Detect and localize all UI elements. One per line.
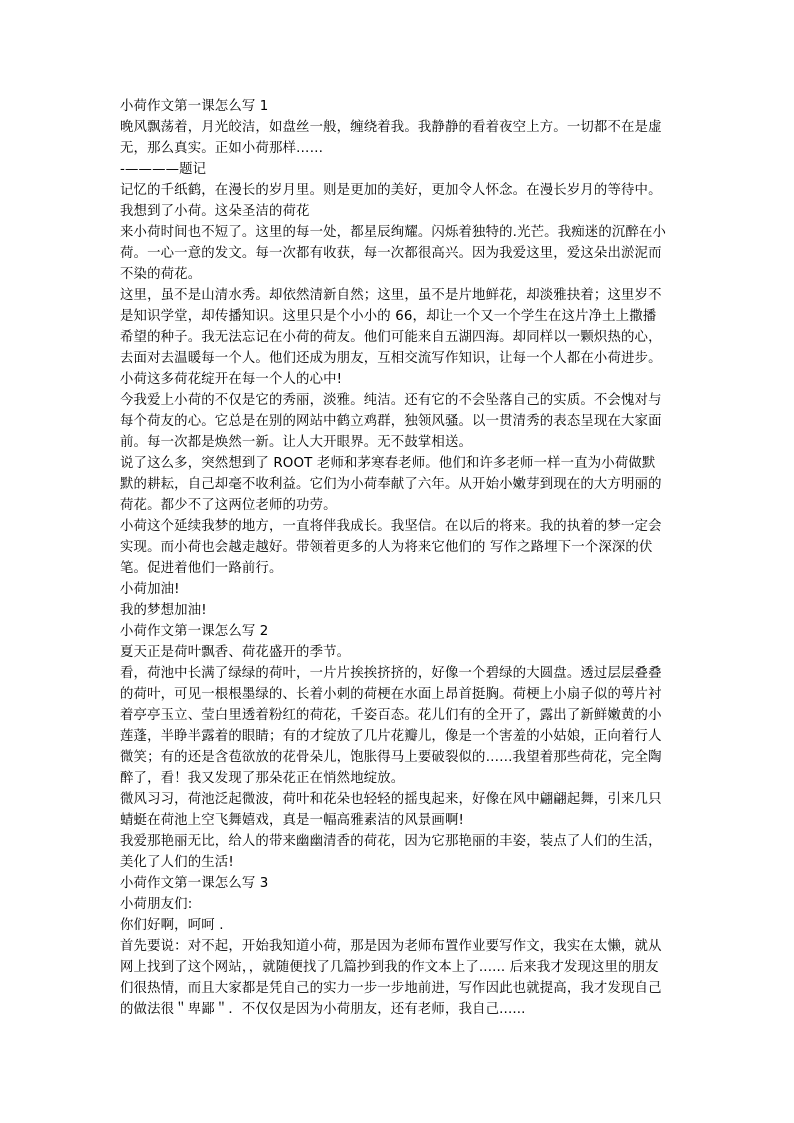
text-line: 我的梦想加油! xyxy=(120,603,207,618)
text-line: 着亭亭玉立、莹白里透着粉红的荷花，千姿百态。花儿们有的全开了，露出了新鲜嫩黄的小 xyxy=(120,708,662,723)
text-line: 荷。一心一意的发文。每一次都有收获，每一次都很高兴。因为我爱这里，爱这朵出淤泥而 xyxy=(120,246,662,261)
text-line: 网上找到了这个网站，，就随便找了几篇抄到我的作文本上了...... 后来我才发现这里的朋友 xyxy=(120,960,659,975)
text-line: 不染的荷花。 xyxy=(120,267,202,282)
text-line: 记忆的千纸鹤，在漫长的岁月里。则是更加的美好，更加令人怀念。在漫长岁月的等待中。 xyxy=(120,183,662,198)
text-line: 我爱那艳丽无比，给人的带来幽幽清香的荷花，因为它那艳丽的丰姿，装点了人们的生活， xyxy=(120,834,662,849)
section-title: 小荷作文第一课怎么写 3 xyxy=(120,876,269,891)
text-line: 的做法很＂卑鄙＂．不仅仅是因为小荷朋友，还有老师，我自己...... xyxy=(120,1002,526,1017)
section-title: 小荷作文第一课怎么写 1 xyxy=(120,99,269,114)
text-line: 去面对去温暖每一个人。他们还成为朋友，互相交流写作知识，让每一个人都在小荷进步。 xyxy=(120,351,662,366)
text-line: 希望的种子。我无法忘记在小荷的荷友。他们可能来自五湖四海。却同样以一颗炽热的心， xyxy=(120,330,662,345)
text-line: 蜻蜓在荷池上空飞舞嬉戏，真是一幅高雅素洁的风景画啊! xyxy=(120,813,465,828)
text-line: 微风习习，荷池泛起微波，荷叶和花朵也轻轻的摇曳起来，好像在风中翩翩起舞，引来几只 xyxy=(120,792,662,807)
text-line: 美化了人们的生活! xyxy=(120,855,234,870)
text-line: 小荷朋友们: xyxy=(120,897,193,912)
text-line: 小荷这多荷花绽开在每一个人的心中! xyxy=(120,372,343,387)
text-line: 晚风飘荡着，月光皎洁，如盘丝一般，缠绕着我。我静静的看着夜空上方。一切都不在是虚 xyxy=(120,120,662,135)
text-line: 夏天正是荷叶飘香、荷花盛开的季节。 xyxy=(120,645,351,660)
text-line: 这里，虽不是山清水秀。却依然清新自然；这里，虽不是片地鲜花，却淡雅抉着；这里岁不 xyxy=(120,288,662,303)
text-line: 前。每一次都是焕然一新。让人大开眼界。无不鼓掌相送。 xyxy=(120,435,473,450)
text-line: 无，那么真实。正如小荷那样…… xyxy=(120,141,324,156)
text-line: 荷花。都少不了这两位老师的功劳。 xyxy=(120,498,337,513)
text-line: 来小荷时间也不短了。这里的每一处，都星辰绚耀。闪烁着独特的.光芒。我痴迷的沉醉在小 xyxy=(120,225,667,240)
text-line: -————题记 xyxy=(120,162,207,177)
text-line: 说了这么多，突然想到了 ROOT 老师和茅寒春老师。他们和许多老师一样一直为小荷做默 xyxy=(120,456,656,471)
text-line: 你们好啊，呵呵 . xyxy=(120,918,224,933)
text-line: 小荷加油! xyxy=(120,582,180,597)
text-line: 首先要说：对不起，开始我知道小荷，那是因为老师布置作业要写作文，我实在太懒，就从 xyxy=(120,939,662,954)
text-line: 莲蓬，半睁半露着的眼睛；有的才绽放了几片花瓣儿，像是一个害羞的小姑娘，正向着行人 xyxy=(120,729,662,744)
text-line: 醉了，看！我又发现了那朵花正在悄然地绽放。 xyxy=(120,771,405,786)
text-line: 们很热情，而且大家都是凭自己的实力一步一步地前进，写作因此也就提高，我才发现自己 xyxy=(120,981,662,996)
text-line: 看，荷池中长满了绿绿的荷叶，一片片挨挨挤挤的，好像一个碧绿的大圆盘。透过层层叠叠 xyxy=(120,666,662,681)
text-line: 的荷叶，可见一根根墨绿的、长着小刺的荷梗在水面上昂首挺胸。荷梗上小扇子似的萼片衬 xyxy=(120,687,662,702)
text-line: 实现。而小荷也会越走越好。带领着更多的人为将来它他们的 写作之路埋下一个深深的伏 xyxy=(120,540,653,555)
text-line: 我想到了小荷。这朵圣洁的荷花 xyxy=(120,204,310,219)
text-line: 小荷这个延续我梦的地方，一直将伴我成长。我坚信。在以后的将来。我的执着的梦一定会 xyxy=(120,519,662,534)
document-body xyxy=(120,96,680,1020)
text-line: 今我爱上小荷的不仅是它的秀丽，淡雅。纯洁。还有它的不会坠落自己的实质。不会愧对与 xyxy=(120,393,662,408)
section-title: 小荷作文第一课怎么写 2 xyxy=(120,624,269,639)
text-line: 是知识学堂，却传播知识。这里只是个小小的 66，却让一个又一个学生在这片净土上撒播 xyxy=(120,309,657,324)
text-line: 微笑；有的还是含苞欲放的花骨朵儿，饱胀得马上要破裂似的……我望着那些荷花，完全陶 xyxy=(120,750,662,765)
text-line: 默的耕耘，自己却毫不收利益。它们为小荷奉献了六年。从开始小嫩芽到现在的大方明丽的 xyxy=(120,477,662,492)
text-line: 每个荷友的心。它总是在别的网站中鹤立鸡群，独领风骚。以一贯清秀的表态呈现在大家面 xyxy=(120,414,662,429)
text-line: 笔。促进着他们一路前行。 xyxy=(120,561,283,576)
